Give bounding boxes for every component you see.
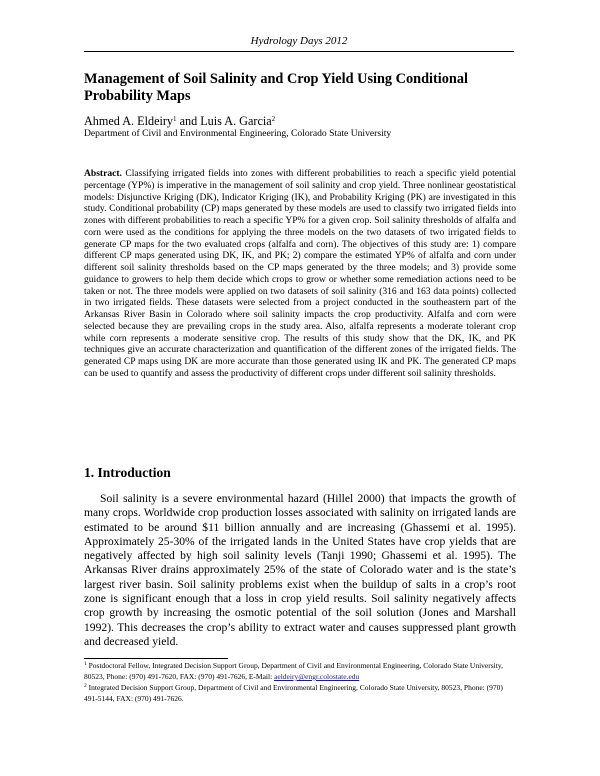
footnote-1-text: Postdoctoral Fellow, Integrated Decision Support Group, Department of Civil and Environmental Engineering, Colorado State University, 80523, Phone: (970) 491-7620, FAX: (970) 491-7626, E-Mail: — [84, 661, 503, 681]
abstract-label: Abstract. — [84, 168, 122, 179]
running-head: Hydrology Days 2012 — [250, 35, 348, 47]
footnote-1 — [84, 661, 516, 682]
footnote-2-mark: 2 — [84, 683, 87, 689]
abstract-text: Classifying irrigated fields into zones with different probabilities to reach a specific yield potential percentage (YP%) is imperative in the management of soil salinity and crop yield. Three nonlinear geostatistical models: Disjunctive Kriging (DK), Indicator Kriging (IK), and Probability Kriging (PK) are investigated in this study. Conditional probability (CP) maps generated by these models are used to classify two irrigated fields into zones with different probabilities to reach a specific YP% for a given crop. Soil salinity thresholds of alfalfa and corn were used as the conditions for applying the three models on the two datasets of two irrigated fields to generate CP maps for the two evaluated crops (alfalfa and corn). The objectives of this study are: 1) compare different CP maps generated using DK, IK, and PK; 2) compare the estimated YP% of alfalfa and corn under different soil salinity thresholds based on the CP maps generated by the three models; and 3) provide some guidance to growers to help them decide which crops to grow or whether some remediation actions need to be taken or not. The three models were applied on two datasets of soil salinity (316 and 163 data points) collected in two irrigated fields. These datasets were selected from a project conducted in the southeastern part of the Arkansas River Basin in Colorado where soil salinity impacts the crop productivity. Alfalfa and corn were selected because they are prevailing crops in the study area. Also, alfalfa represents a moderate tolerant crop while corn represents a moderate sensitive crop. The results of this study show that the DK, IK, and PK techniques give an accurate characterization and quantification of the different zones of the irrigated fields. The generated CP maps using DK are more accurate than those generated using IK and PK. The generated CP maps can be used to quantify and assess the productivity of different crops under different soil salinity thresholds. — [84, 168, 516, 379]
header-rule — [84, 51, 514, 52]
abstract — [84, 168, 516, 380]
section-heading-introduction: 1. Introduction — [84, 465, 171, 480]
affiliation: Department of Civil and Environmental Engineering, Colorado State University — [84, 128, 392, 139]
author-conjunction: and — [176, 114, 201, 128]
author-line — [84, 114, 514, 128]
paper-title: Management of Soil Salinity and Crop Yield Using Conditional Probability Maps — [84, 71, 468, 104]
author-garcia: Luis A. Garcia — [200, 114, 272, 128]
introduction-paragraph: Soil salinity is a severe environmental hazard (Hillel 2000) that impacts the growth of many crops. Worldwide crop production losses associated with salinity on irrigated lands are estimated to be around $11 billion annually and are increasing (Ghassemi et al. 1995). Approximately 25-30% of the irrigated lands in the United States have crop yields that are negatively affected by high soil salinity levels (Tanji 1990; Ghassemi et al. 1995). The Arkansas River drains approximately 25% of the state of Colorado water and is the state’s largest river basin. Soil salinity problems exist when the buildup of salts in a crop’s root zone is significant enough that a loss in crop yield results. Soil salinity negatively affects crop growth by increasing the osmotic potential of the soil solution (Jones and Marshall 1992). This decreases the crop’s ability to extract water and causes suppressed plant growth and decreased yield. — [84, 492, 516, 648]
footnote-2-text: Integrated Decision Support Group, Department of Civil and Environmental Engineering, Colorado State University, 80523, Phone: (970) 491-5144, FAX: (970) 491-7626. — [84, 683, 503, 703]
footnote-email-link[interactable]: aeldeiry@engr.colostate.edu — [274, 672, 360, 681]
footnote-2 — [84, 683, 516, 704]
footnote-rule — [84, 658, 228, 659]
author-footnote-mark-2[interactable]: 2 — [271, 115, 276, 123]
author-eldeiry: Ahmed A. Eldeiry — [84, 114, 174, 128]
footnote-1-mark: 1 — [84, 661, 87, 667]
author-footnote-mark-1[interactable]: 1 — [173, 115, 177, 123]
